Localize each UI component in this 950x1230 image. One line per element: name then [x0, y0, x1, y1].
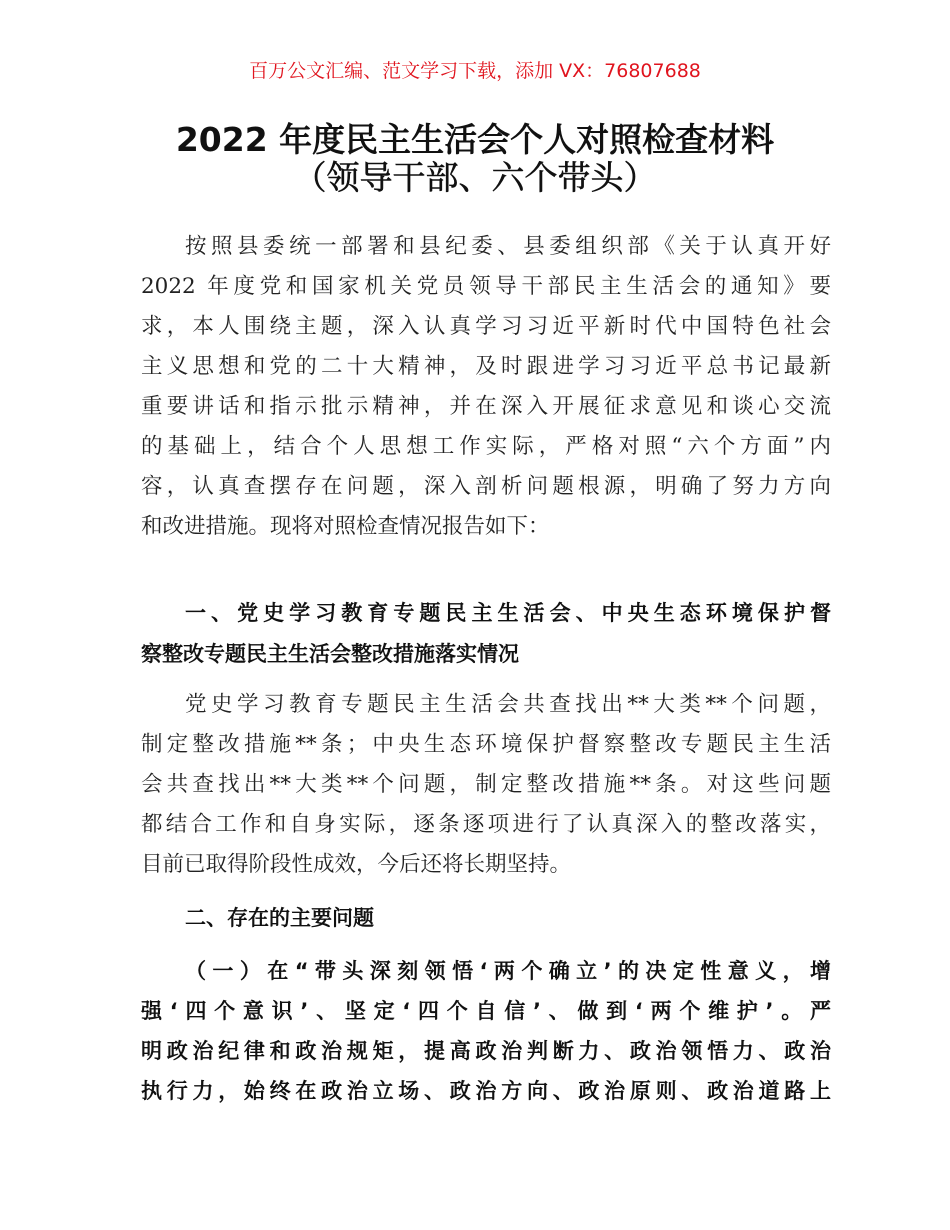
paragraph-line: 和改进措施。现将对照检查情况报告如下： — [141, 514, 550, 539]
section-2-heading: 二、存在的主要问题 — [185, 906, 374, 930]
paragraph-line: 容，认真查摆存在问题，深入剖析问题根源，明确了努力方向 — [141, 474, 831, 499]
heading-line: 明政治纪律和政治规矩，提高政治判断力、政治领悟力、政治 — [141, 1039, 831, 1063]
heading-line: 察整改专题民主生活会整改措施落实情况 — [141, 642, 519, 666]
paragraph-line: 会共查找出**大类**个问题，制定整改措施**条。对这些问题 — [141, 772, 831, 797]
heading-line: （一）在“带头深刻领悟‘两个确立’的决定性意义，增 — [185, 959, 831, 983]
document-title: 2022 年度民主生活会个人对照检查材料 — [175, 120, 775, 159]
paragraph-line: 按照县委统一部署和县纪委、县委组织部《关于认真开好 — [185, 234, 831, 259]
paragraph-line: 重要讲话和指示批示精神，并在深入开展征求意见和谈心交流 — [141, 394, 831, 419]
heading-line: 执行力，始终在政治立场、政治方向、政治原则、政治道路上 — [141, 1079, 831, 1103]
watermark-banner: 百万公文汇编、范文学习下载，添加 VX：76807688 — [249, 60, 701, 82]
document-subtitle: （领导干部、六个带头） — [293, 158, 657, 197]
paragraph-line: 目前已取得阶段性成效，今后还将长期坚持。 — [141, 852, 572, 877]
paragraph-line: 2022 年度党和国家机关党员领导干部民主生活会的通知》要 — [141, 274, 831, 299]
heading-line: 一、党史学习教育专题民主生活会、中央生态环境保护督 — [185, 601, 831, 625]
heading-line: 强‘四个意识’、坚定‘四个自信’、做到‘两个维护’。严 — [141, 999, 831, 1023]
paragraph-line: 制定整改措施**条；中央生态环境保护督察整改专题民主生活 — [141, 732, 831, 757]
paragraph-line: 的基础上，结合个人思想工作实际，严格对照“六个方面”内 — [141, 434, 831, 459]
paragraph-line: 党史学习教育专题民主生活会共查找出**大类**个问题， — [185, 692, 831, 717]
paragraph-line: 求，本人围绕主题，深入认真学习习近平新时代中国特色社会 — [141, 314, 831, 339]
paragraph-line: 都结合工作和自身实际，逐条逐项进行了认真深入的整改落实， — [141, 812, 831, 837]
paragraph-line: 主义思想和党的二十大精神，及时跟进学习习近平总书记最新 — [141, 354, 831, 379]
